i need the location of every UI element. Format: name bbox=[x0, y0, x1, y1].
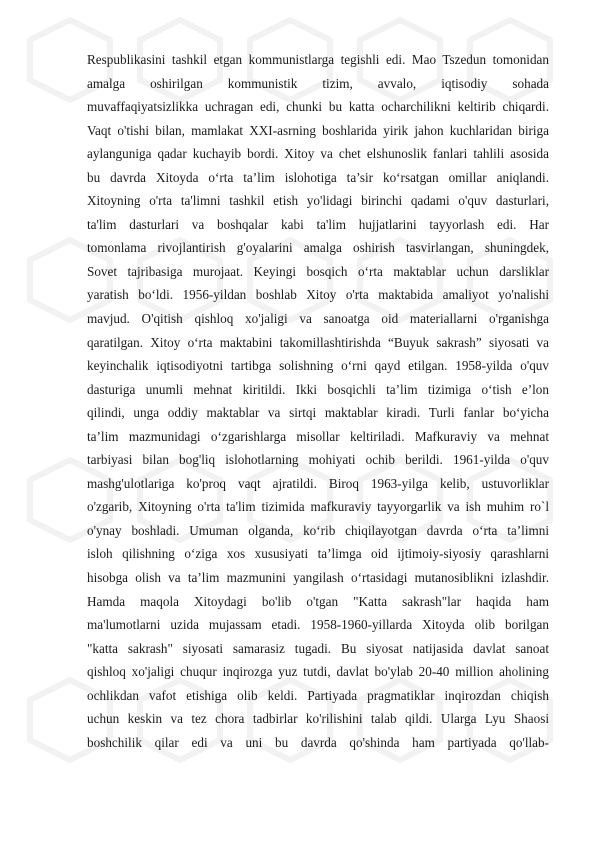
text-line: aylanguniga qadar kuchayib bordi. Xitoy va chet elshunoslik fanlari tahlili asosida bbox=[87, 146, 549, 162]
body-text bbox=[87, 48, 549, 754]
text-line: Xitoyning o'rta ta'limni tashkil etish yo'lidagi birinchi qadami o'quv dasturlari, bbox=[87, 193, 549, 209]
text-line: boshchilik qilar edi va uni bu davrda qo'shinda ham partiyada qo'llab- bbox=[87, 734, 549, 750]
text-line: Hamda maqola Xitoydagi bo'lib o'tgan "Katta sakrash"lar haqida ham bbox=[87, 593, 549, 609]
text-line: isloh qilishning o‘ziga xos xususiyati ta’limga oid ijtimoiy-siyosiy qarashlarni bbox=[87, 546, 549, 562]
text-line: Respublikasini tashkil etgan kommunistlarga tegishli edi. Mao Tszedun tomonidan bbox=[87, 52, 549, 67]
text-line: Sovet tajribasiga murojaat. Keyingi bosqich o‘rta maktablar uchun darsliklar bbox=[87, 263, 549, 279]
text-line: amalga oshirilgan kommunistik tizim, avvalo, iqtisodiy sohada bbox=[87, 75, 549, 91]
text-line: "katta sakrash" siyosati samarasiz tugadi. Bu siyosat natijasida davlat sanoat bbox=[87, 640, 549, 656]
text-line: mashg'ulotlariga ko'proq vaqt ajratildi. Biroq 1963-yilga kelib, ustuvorliklar bbox=[87, 475, 549, 491]
text-line: bu davrda Xitoyda o‘rta ta’lim islohotiga ta’sir ko‘rsatgan omillar aniqlandi. bbox=[87, 169, 549, 185]
text-line: ochlikdan vafot etishiga olib keldi. Partiyada pragmatiklar inqirozdan chiqish bbox=[87, 687, 549, 703]
text-line: keyinchalik iqtisodiyotni tartibga solishning o‘rni qayd etilgan. 1958-yilda o'quv bbox=[87, 358, 549, 374]
text-line: dasturiga unumli mehnat kiritildi. Ikki bosqichli ta’lim tizimiga o‘tish e’lon bbox=[87, 381, 549, 397]
text-line: muvaffaqiyatsizlikka uchragan edi, chunki bu katta ocharchilikni keltirib chiqardi. bbox=[87, 99, 549, 115]
text-line: uchun keskin va tez chora tadbirlar ko'rilishini talab qildi. Ularga Lyu Shaosi bbox=[87, 711, 549, 727]
text-line: o'ynay boshladi. Umuman olganda, ko‘rib chiqilayotgan davrda o‘rta ta’limni bbox=[87, 522, 549, 538]
text-line: tarbiyasi bilan bog'liq islohotlarning mohiyati ochib berildi. 1961-yilda o'quv bbox=[87, 452, 549, 468]
text-line: tomonlama rivojlantirish g'oyalarini amalga oshirish tasvirlangan, shuningdek, bbox=[87, 240, 549, 256]
text-line: Vaqt o'tishi bilan, mamlakat XXI-asrning boshlarida yirik jahon kuchlaridan biriga bbox=[87, 122, 549, 138]
text-line: hisobga olish va ta’lim mazmunini yangilash o‘rtasidagi mutanosiblikni izlashdir. bbox=[87, 570, 549, 586]
text-line: qaratilgan. Xitoy o‘rta maktabini takomillashtirishda “Buyuk sakrash” siyosati va bbox=[87, 334, 549, 350]
text-line: qishloq xo'jaligi chuqur inqirozga yuz tutdi, davlat bo'ylab 20-40 million aholining bbox=[87, 664, 549, 680]
text-line: ta’lim mazmunidagi o‘zgarishlarga misollar keltiriladi. Mafkuraviy va mehnat bbox=[87, 428, 549, 444]
text-line: ta'lim dasturlari va boshqalar kabi ta'lim hujjatlarini tayyorlash edi. Har bbox=[87, 216, 549, 232]
text-line: yaratish bo‘ldi. 1956-yildan boshlab Xitoy o'rta maktabida amaliyot yo'nalishi bbox=[87, 287, 549, 303]
text-line: mavjud. O'qitish qishloq xo'jaligi va sanoatga oid materiallarni o'rganishga bbox=[87, 311, 549, 327]
text-line: o'zgarib, Xitoyning o'rta ta'lim tizimida mafkuraviy tayyorgarlik va ish muhim ro`l bbox=[87, 499, 549, 515]
text-line: qilindi, unga oddiy maktablar va sirtqi maktablar kiradi. Turli fanlar bo‘yicha bbox=[87, 405, 549, 421]
text-line: ma'lumotlarni uzida mujassam etadi. 1958-1960-yillarda Xitoyda olib borilgan bbox=[87, 617, 549, 633]
